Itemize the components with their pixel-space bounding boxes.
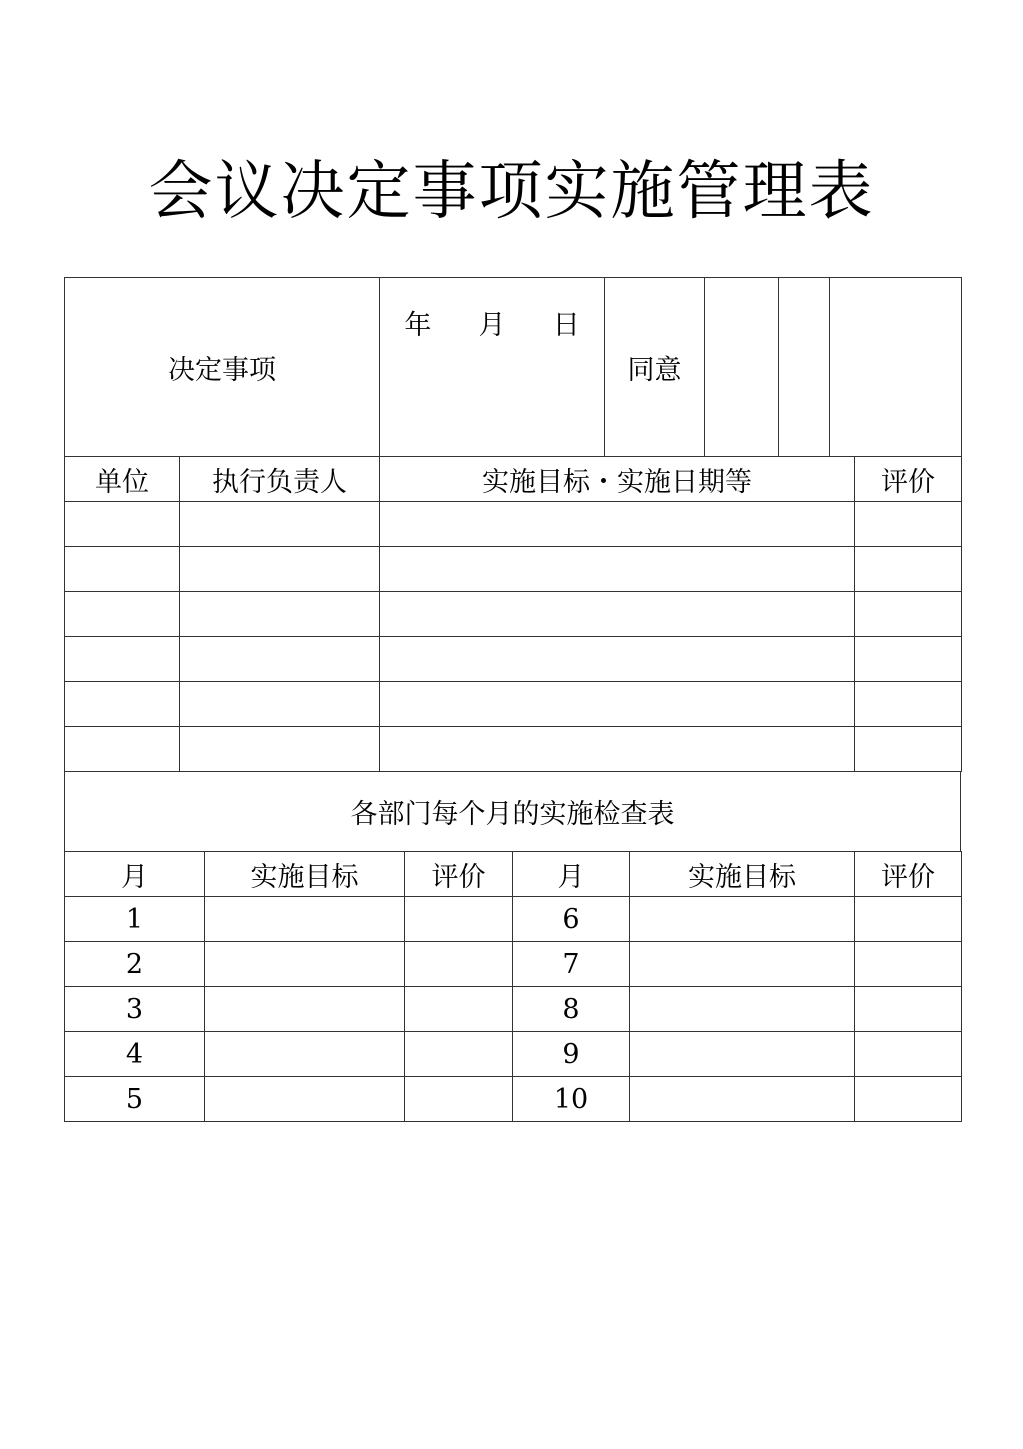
- monthly-section-title-table: [64, 771, 961, 852]
- evaluation-cell-left[interactable]: [405, 1077, 513, 1122]
- month-number-left: 1: [65, 897, 205, 942]
- header-target-date: 实施目标・实施日期等: [380, 457, 855, 502]
- target-cell-right[interactable]: [630, 1032, 855, 1077]
- evaluation-cell-left[interactable]: [405, 942, 513, 987]
- table-row: [65, 1077, 962, 1122]
- date-value-field[interactable]: [380, 367, 604, 456]
- target-cell[interactable]: [380, 592, 855, 637]
- header-evaluation-left: 评价: [405, 852, 513, 897]
- target-cell[interactable]: [380, 547, 855, 592]
- table-row: [65, 897, 962, 942]
- implementation-table: [64, 456, 962, 772]
- approve-stamp-1[interactable]: [705, 278, 779, 457]
- owner-cell[interactable]: [180, 502, 380, 547]
- evaluation-cell-left[interactable]: [405, 1032, 513, 1077]
- owner-cell[interactable]: [180, 637, 380, 682]
- table-row: [65, 682, 962, 727]
- target-cell[interactable]: [380, 502, 855, 547]
- page-title: 会议决定事项实施管理表: [148, 155, 875, 229]
- date-labels: [380, 278, 604, 367]
- day-label: 日: [552, 310, 580, 341]
- approve-stamp-3[interactable]: [830, 278, 962, 457]
- table-row: [65, 592, 962, 637]
- target-cell-left[interactable]: [205, 897, 405, 942]
- evaluation-cell-right[interactable]: [855, 1077, 962, 1122]
- month-number-right: 9: [513, 1032, 630, 1077]
- month-number-left: 4: [65, 1032, 205, 1077]
- management-form: [64, 277, 961, 1122]
- header-month-right: 月: [513, 852, 630, 897]
- header-owner: 执行负责人: [180, 457, 380, 502]
- table-row: [65, 1032, 962, 1077]
- decision-label: 决定事项: [65, 278, 380, 457]
- decision-table: [64, 277, 962, 457]
- header-evaluation-right: 评价: [855, 852, 962, 897]
- table-row: [65, 727, 962, 772]
- evaluation-cell-right[interactable]: [855, 897, 962, 942]
- evaluation-cell[interactable]: [855, 682, 962, 727]
- unit-cell[interactable]: [65, 592, 180, 637]
- approve-label: 同意: [605, 278, 705, 457]
- month-number-right: 10: [513, 1077, 630, 1122]
- owner-cell[interactable]: [180, 592, 380, 637]
- owner-cell[interactable]: [180, 547, 380, 592]
- target-cell[interactable]: [380, 727, 855, 772]
- evaluation-cell-right[interactable]: [855, 1032, 962, 1077]
- evaluation-cell[interactable]: [855, 592, 962, 637]
- month-number-left: 5: [65, 1077, 205, 1122]
- approve-stamp-2[interactable]: [779, 278, 830, 457]
- month-number-left: 2: [65, 942, 205, 987]
- month-number-right: 8: [513, 987, 630, 1032]
- evaluation-cell-right[interactable]: [855, 942, 962, 987]
- table-row: [65, 987, 962, 1032]
- table-row: [65, 637, 962, 682]
- owner-cell[interactable]: [180, 727, 380, 772]
- unit-cell[interactable]: [65, 727, 180, 772]
- monthly-check-table: [64, 851, 962, 1122]
- month-number-left: 3: [65, 987, 205, 1032]
- target-cell-left[interactable]: [205, 1077, 405, 1122]
- target-cell-right[interactable]: [630, 1077, 855, 1122]
- evaluation-cell-right[interactable]: [855, 987, 962, 1032]
- monthly-header-row: [65, 852, 962, 897]
- header-target-left: 实施目标: [205, 852, 405, 897]
- target-cell-right[interactable]: [630, 942, 855, 987]
- date-grid: [380, 278, 604, 456]
- date-cell: [380, 278, 605, 457]
- evaluation-cell[interactable]: [855, 547, 962, 592]
- header-unit: 单位: [65, 457, 180, 502]
- implementation-header-row: [65, 457, 962, 502]
- unit-cell[interactable]: [65, 547, 180, 592]
- header-target-right: 实施目标: [630, 852, 855, 897]
- unit-cell[interactable]: [65, 682, 180, 727]
- evaluation-cell[interactable]: [855, 502, 962, 547]
- target-cell-left[interactable]: [205, 987, 405, 1032]
- month-number-right: 6: [513, 897, 630, 942]
- target-cell[interactable]: [380, 682, 855, 727]
- month-label: 月: [478, 310, 506, 341]
- target-cell[interactable]: [380, 637, 855, 682]
- unit-cell[interactable]: [65, 502, 180, 547]
- evaluation-cell-left[interactable]: [405, 897, 513, 942]
- target-cell-right[interactable]: [630, 987, 855, 1032]
- target-cell-right[interactable]: [630, 897, 855, 942]
- target-cell-left[interactable]: [205, 1032, 405, 1077]
- evaluation-cell[interactable]: [855, 637, 962, 682]
- table-row: [65, 502, 962, 547]
- table-row: [65, 942, 962, 987]
- monthly-section-title: 各部门每个月的实施检查表: [65, 772, 961, 852]
- evaluation-cell-left[interactable]: [405, 987, 513, 1032]
- evaluation-cell[interactable]: [855, 727, 962, 772]
- month-number-right: 7: [513, 942, 630, 987]
- unit-cell[interactable]: [65, 637, 180, 682]
- header-month-left: 月: [65, 852, 205, 897]
- owner-cell[interactable]: [180, 682, 380, 727]
- target-cell-left[interactable]: [205, 942, 405, 987]
- table-row: [65, 547, 962, 592]
- year-label: 年: [404, 310, 432, 341]
- header-evaluation: 评价: [855, 457, 962, 502]
